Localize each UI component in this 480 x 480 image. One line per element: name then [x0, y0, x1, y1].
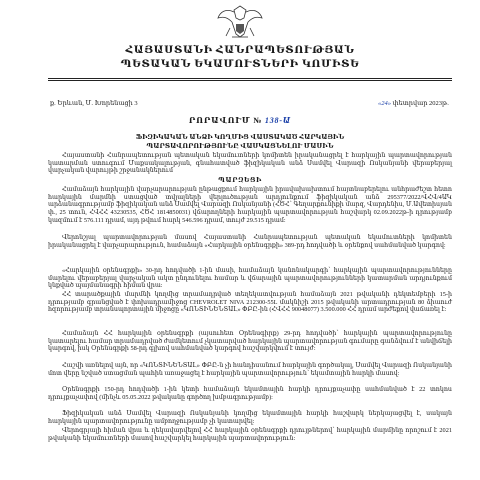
intro-paragraph: Հայաստանի Հանրապետության պետական եկամուտների կոմիտեն իրականացրել է հարկային պարտավորության կատարման ստուգում Մաքսակալության, գնահատված ֆիզիկական անձ Սամվել Վարազի Ոսկանյանի վերաբերյալ վարչական վարույթի շրջանակներում	[48, 152, 452, 175]
body-paragraph-2: Վերոնշյալ պարտավորության մասով Հայաստանի Հանրապետության պետական եկամուտների կոմիտեն իրականացրել է վարչարարություն, համաձայն «Հարկային օրենսգրքի» 389-րդ հոդվածի և օրենքով սահմանված կարգով:	[48, 234, 452, 249]
document-location: ք. Երևան, Մ. Խորենացի 3	[50, 100, 138, 107]
body-paragraph-6: Հաշվի առնելով այն, որ «ԿՈՆՏԻՆԵՆՏԱԼ» ՓԲԸ-ն չի հանդիսանում հարկային գործակալ, Սամվել Վարազի Ոսկանյանի մոտ վերը նշված ստացման պահին առաջացել է հարկային պարտավորություն՝ եկամտային հարկի մասով:	[48, 362, 452, 377]
coat-of-arms-emblem	[216, 4, 264, 40]
header-divider-secondary	[48, 80, 452, 81]
agency-header-line1: ՀԱՅԱՍՏԱՆԻ ՀԱՆՐԱՊԵՏՈՒԹՅԱՆ	[125, 45, 355, 56]
body-paragraph-7: Օրենսգրքի 150-րդ հոդվածի 1-ին կետի համաձայն եկամտային հարկի դրույքաչափը սահմանված է 22 տոկոս դրույքաչափով (մինչև 05.05.2022 թվականը գործող խմբագրությամբ):	[48, 386, 452, 401]
section-heading: ՊԱՐԶԵՑԻ	[218, 177, 262, 184]
body-paragraph-4: ՀՀ տարածքային մարմնի կողմից տրամադրված տեղեկատվության համաձայն 2021 թվականի դեկտեմբերի 15-ի դրությամբ գրանցված է փոխադրամիջոց CHEVROLET NIVA 212300-55L մակնիշի 2015 թվականի արտադրության 80 ձիաուժ հզորությամբ տրանսպորտային միջոցը «ԿՈՆՏԻՆԵՆՏԱԼ» ՓԲԸ-ին (ՀՎՀՀ 90048077) 3.500.000 ՀՀ դրամ արժեքով վաճառել է:	[48, 291, 452, 314]
body-paragraph-1: Համաձայն հարկային վարչարարության ընթացքում հարկային իրավախախտում հայտնաբերելու անհրաժեշտ հետո հարկային մարմնի ստացված տվյալների վերլուծության արդյունքում ֆիզիկական անձ 295377/2022/ՎՀՎ/4ԱԿ արձանագրությամբ ֆիզիկական անձ Սամվել Վարազի Ոսկանյանի (ՀԾՀ՝ Գեղարքունիքի մարզ, Վարդենիս, Մ.Ավետիսյան փ., 25 տուն, ՀՎՀՀ 43230535, ՀԾՀ 1814850031) վճարողների հարկային պարտավորության հաշվարկ 02.09.2022թ-ի դրությամբ կազմում է 576.111 դրամ, այդ թվում հարկ 546.596 դրամ, տույժ 29.515 դրամ:	[48, 186, 452, 224]
body-paragraph-5: Համաձայն ՀՀ հարկային օրենսգրքի (այսուհետ Օրենսգիրք) 29-րդ հոդվածի՝ հարկային պարտավորությունը կատարելու համար տրամադրված ժամկետում չկատարված հարկային պարտավորության գումարը գանձվում է անվիճելի կարգով, իսկ Օրենսգրքի 58-րդ գլխով սահմանված կարգով հաշվարկվում է տույժ:	[48, 330, 452, 353]
body-paragraph-9: Վերոգրյալի հիման վրա և ղեկավարվելով ՀՀ հարկային օրենսգրքի դրույթներով՝ հարկային մարմինը որոշում է 2021 թվականի եկամուտների մասով հաշվարկել հարկային պարտավորություն:	[48, 427, 452, 442]
agency-header-line2: ՊԵՏԱԿԱՆ ԵԿԱՄՈՒՏՆԵՐԻ ԿՈՄԻՏԵ	[120, 59, 360, 70]
date-month-year: փետրվար 2023թ.	[392, 100, 449, 107]
document-date	[378, 99, 449, 107]
date-day: «24»	[378, 100, 391, 107]
order-number: 138-Ա	[264, 116, 292, 125]
body-paragraph-8: Ֆիզիկական անձ Սամվել Վարազի Ոսկանյանի կողմից եկամտային հարկի հաշվարկ ներկայացվել է, սակայն հարկային պարտավորությունը ամբողջությամբ չի կատարվել:	[48, 410, 452, 425]
order-label: ՐՈՐԱՎՈՒՄ №	[188, 116, 263, 125]
document-title-line2: ՊԱՐՏԱՎՈՐՈՒԹՅՈՒՆԸ ՎԱՍԿԱՑՆԵԼՈՒ ՄԱՍԻՆ	[146, 143, 334, 150]
order-number-line	[0, 115, 480, 125]
document-title-line1: ՖԻԶԻԿԱԿԱՆ ԱՆՁԻ ԿՈՂՄԻՑ ՎԱՍՏԱԿԱԾ ՀԱՐԿԱՅԻՆ	[135, 134, 345, 141]
header-divider	[48, 78, 452, 79]
body-paragraph-3: «Հարկային օրենսգրքի» 30-րդ հոդվածի 1-ին մասի, համաձայն կանոնակարգի՝ հարկային պարտավորությունները մարելու վերաբերյալ վարչական ակտ ընդունելու համար և վճարային պարտավորությունների կատարման արդյունքում կնքված պայմանագրի հիման վրա:	[48, 267, 452, 290]
